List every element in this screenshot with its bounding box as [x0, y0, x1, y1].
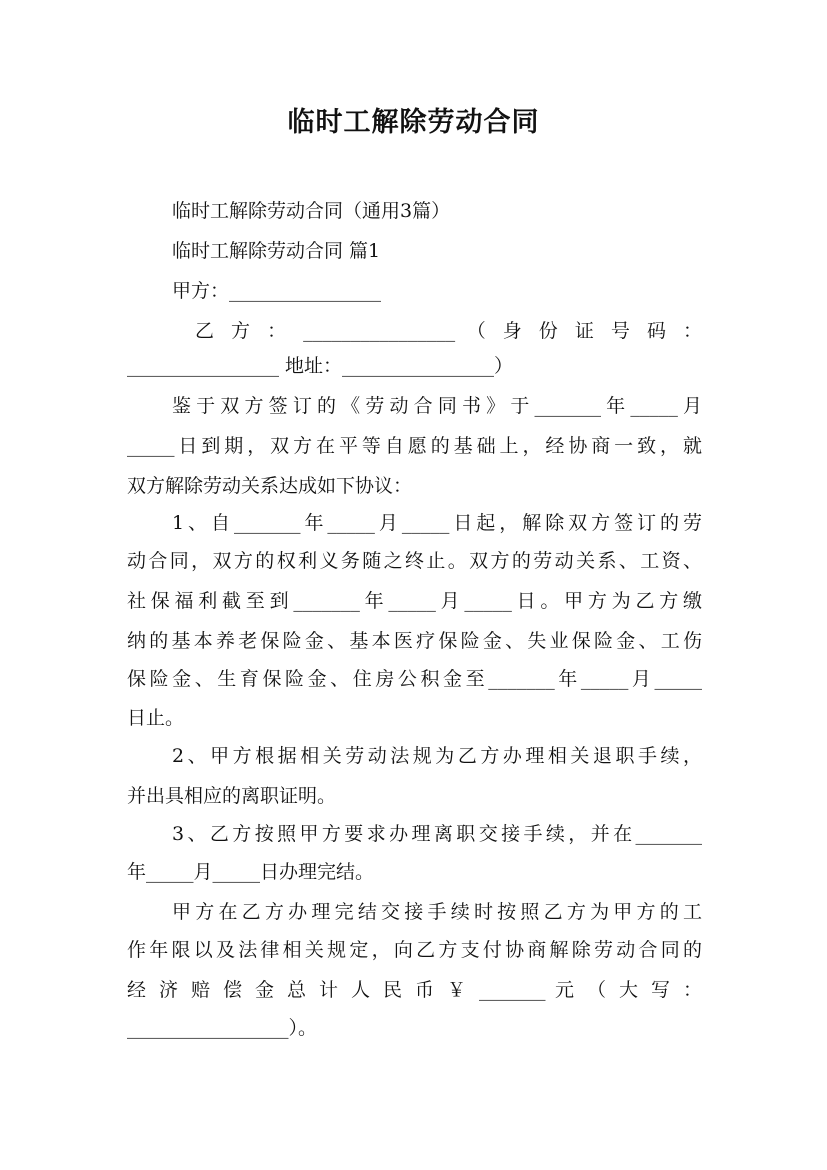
clause-2-line: 并出具相应的离职证明。 — [127, 785, 337, 807]
clause-1-line: 保险金、生育保险金、住房公积金至_______年_____月_____ — [127, 668, 702, 690]
doc-subtitle: 临时工解除劳动合同（通用3篇） — [172, 200, 451, 222]
compensation-line: 作年限以及法律相关规定，向乙方支付协商解除劳动合同的 — [127, 939, 702, 961]
clause-3-line: 3、乙方按照甲方要求办理离职交接手续，并在_______ — [172, 823, 702, 845]
party-a-line: 甲方：________________ — [172, 280, 382, 302]
paragraph-line: 双方解除劳动关系达成如下协议： — [127, 475, 413, 497]
document-title: 临时工解除劳动合同 — [287, 107, 540, 138]
clause-3-line: 年_____月_____日办理完结。 — [127, 861, 375, 883]
party-b-line: 乙 方 ： ________________ （ 身 份 证 号 码 ： — [195, 320, 702, 342]
compensation-line: _________________）。 — [127, 1017, 318, 1039]
compensation-line: 甲方在乙方办理完结交接手续时按照乙方为甲方的工 — [172, 901, 702, 923]
clause-2-line: 2、甲方根据相关劳动法规为乙方办理相关退职手续， — [172, 745, 702, 767]
clause-1-line: 1、自_______年_____月_____日起，解除双方签订的劳 — [172, 512, 702, 534]
clause-1-line: 日止。 — [127, 707, 185, 729]
paragraph-line: _____日到期，双方在平等自愿的基础上，经协商一致，就 — [127, 435, 702, 457]
section-heading: 临时工解除劳动合同 篇1 — [172, 240, 381, 262]
party-b-address-line: ________________ 地址：________________） — [127, 355, 514, 377]
clause-1-line: 纳的基本养老保险金、基本医疗保险金、失业保险金、工伤 — [127, 630, 702, 652]
clause-1-line: 社保福利截至到_______年_____月_____日。甲方为乙方缴 — [127, 590, 702, 612]
paragraph-line: 鉴于双方签订的《劳动合同书》于_______年_____月 — [172, 395, 702, 417]
clause-1-line: 动合同，双方的权利义务随之终止。双方的劳动关系、工资、 — [127, 550, 702, 572]
compensation-line: 经 济 赔 偿 金 总 计 人 民 币 ￥ _______ 元 （ 大 写 ： — [127, 979, 702, 1001]
